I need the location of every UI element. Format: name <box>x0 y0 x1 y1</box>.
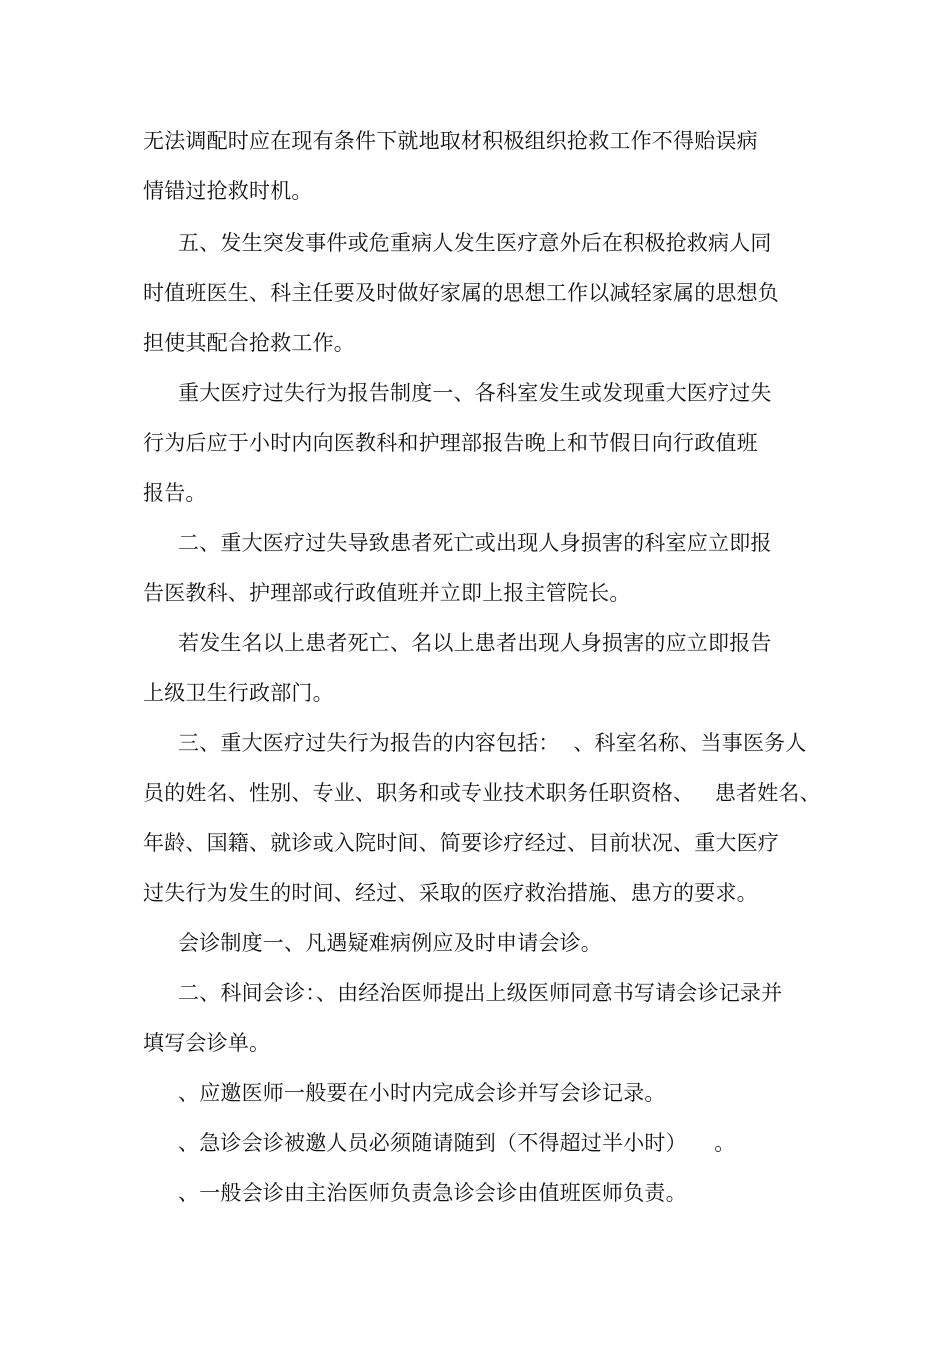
paragraph-line: 二、科间会诊：、由经治医师提出上级医师同意书写请会诊记录并 <box>178 981 783 1005</box>
paragraph-line: 重大医疗过失行为报告制度一、各科室发生或发现重大医疗过失 <box>178 381 772 405</box>
text-line: 时值班医生、科主任要及时做好家属的思想工作以减轻家属的思想负 <box>143 281 779 305</box>
paragraph-line: 会诊制度一、凡遇疑难病例应及时申请会诊。 <box>178 931 602 955</box>
text-line: 填写会诊单。 <box>143 1031 271 1055</box>
paragraph-line: 五、发生突发事件或危重病人发生医疗意外后在积极抢救病人同 <box>178 231 772 255</box>
paragraph-line: 、急诊会诊被邀人员必须随请随到（不得超过半小时） 。 <box>178 1131 736 1155</box>
paragraph-line: 、一般会诊由主治医师负责急诊会诊由值班医师负责。 <box>178 1181 687 1205</box>
text-line: 过失行为发生的时间、经过、采取的医疗救治措施、患方的要求。 <box>143 881 758 905</box>
text-line: 报告。 <box>143 481 207 505</box>
text-line: 无法调配时应在现有条件下就地取材积极组织抢救工作不得贻误病 <box>143 129 758 153</box>
paragraph-line: 二、重大医疗过失导致患者死亡或出现人身损害的科室应立即报 <box>178 531 772 555</box>
text-line: 告医教科、护理部或行政值班并立即上报主管院长。 <box>143 581 631 605</box>
text-line: 担使其配合抢救工作。 <box>143 331 355 355</box>
text-line: 情错过抢救时机。 <box>143 179 313 203</box>
paragraph-line: 三、重大医疗过失行为报告的内容包括： 、科室名称、当事医务人 <box>178 731 807 755</box>
text-line: 年龄、国籍、就诊或入院时间、简要诊疗经过、目前状况、重大医疗 <box>143 831 779 855</box>
paragraph-line: 、应邀医师一般要在小时内完成会诊并写会诊记录。 <box>178 1081 666 1105</box>
paragraph-line: 若发生名以上患者死亡、名以上患者出现人身损害的应立即报告 <box>178 631 772 655</box>
text-line: 员的姓名、性别、专业、职务和或专业技术职务任职资格、 患者姓名、 <box>143 781 821 805</box>
text-line: 行为后应于小时内向医教科和护理部报告晚上和节假日向行政值班 <box>143 431 758 455</box>
text-line: 上级卫生行政部门。 <box>143 681 334 705</box>
